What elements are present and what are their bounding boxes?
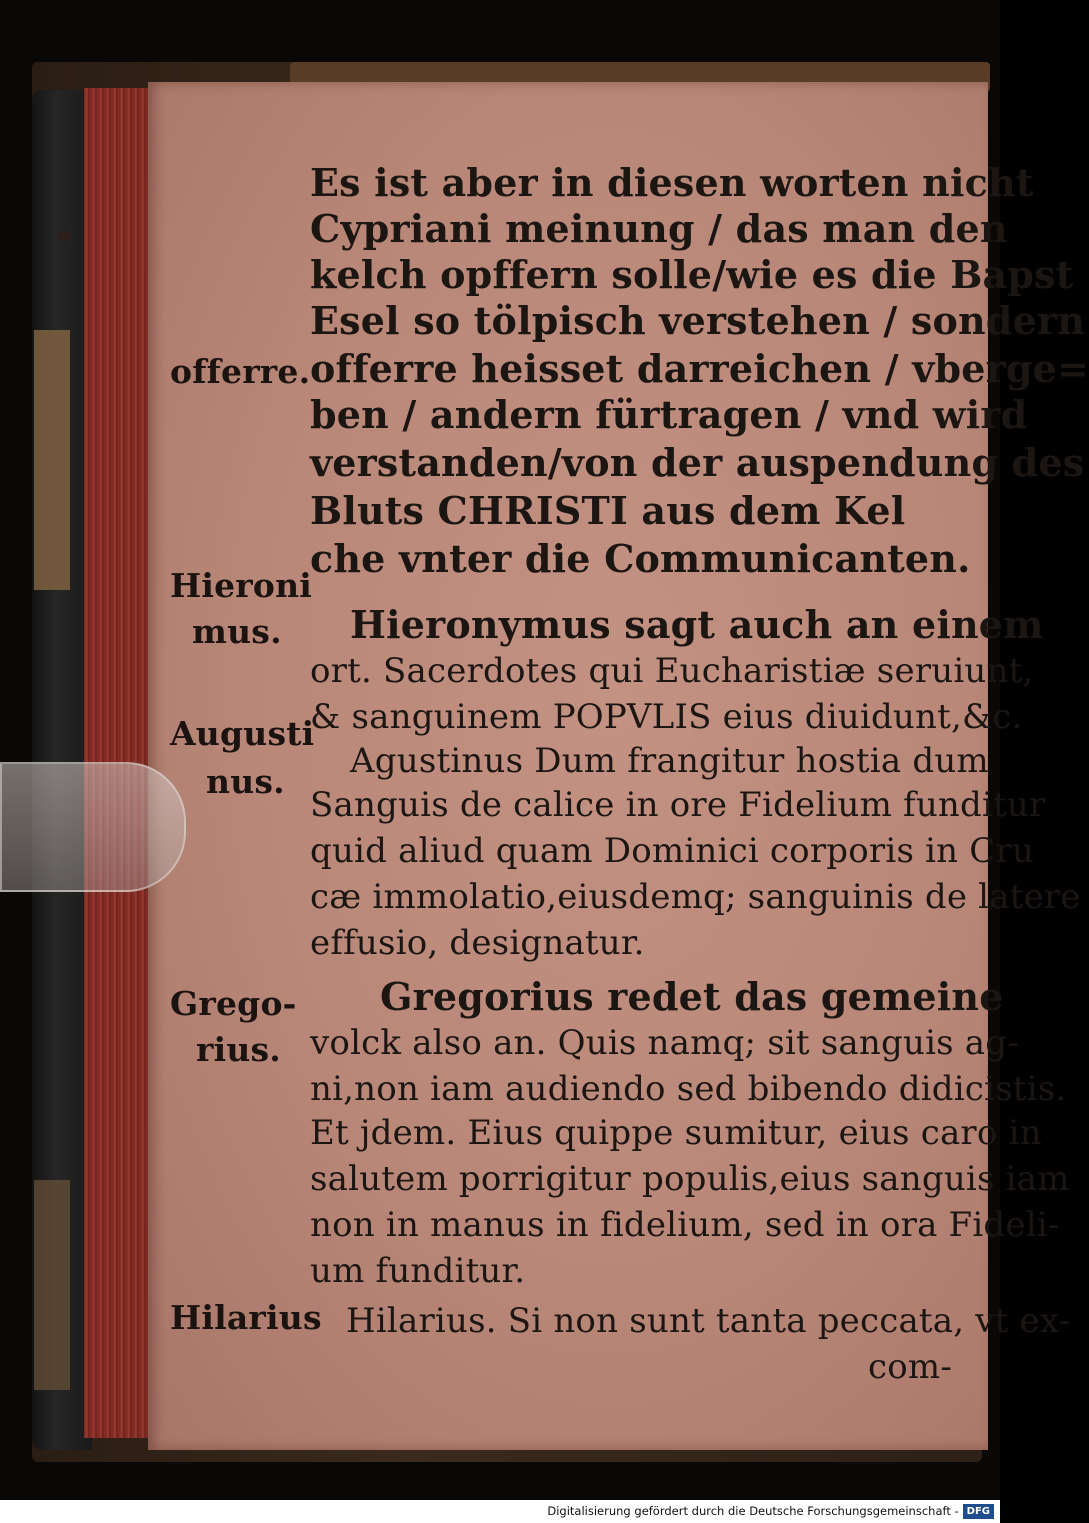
text-line-13: Agustinus Dum frangitur hostia dum (350, 741, 989, 781)
text-line-16: cæ immolatio,eiusdemq; sanguinis de latere (310, 877, 1081, 917)
text-line-1: Es ist aber in diesen worten nicht (310, 160, 1034, 205)
text-line-20: ni,non iam audiendo sed bibendo didicistis. (310, 1069, 1067, 1109)
text-line-18: Gregorius redet das gemeine (380, 974, 1004, 1019)
margin-note-mus: mus. (192, 612, 282, 651)
text-line-19: volck also an. Quis namq; sit sanguis ag- (310, 1023, 1019, 1063)
text-line-12: & sanguinem POPVLIS eius diuidunt,&c. (310, 697, 1023, 737)
spine-label-strip (34, 330, 70, 590)
text-line-23: non in manus in fidelium, sed in ora Fideli- (310, 1205, 1060, 1245)
text-line-5: offerre heisset darreichen / vberge= (310, 346, 1089, 391)
text-line-2: Cypriani meinung / das man den (310, 206, 1008, 251)
text-line-3: kelch opffern solle/wie es die Bapst (310, 252, 1074, 297)
spine-label-strip-lower (34, 1180, 70, 1390)
margin-note-grego: Grego- (170, 984, 297, 1023)
margin-note-nus: nus. (206, 762, 285, 801)
text-line-25: Hilarius. Si non sunt tanta peccata, vt ex- (346, 1301, 1071, 1341)
text-line-4: Esel so tölpisch verstehen / sondern (310, 298, 1086, 343)
margin-note-rius: rius. (196, 1030, 281, 1069)
margin-note-hilarius: Hilarius (170, 1298, 322, 1337)
dfg-logo: DFG (963, 1504, 994, 1519)
footer-credit (0, 1500, 1000, 1523)
margin-note-augusti: Augusti (170, 714, 315, 753)
credit-text: Digitalisierung gefördert durch die Deutsche Forschungsgemeinschaft - (547, 1504, 959, 1518)
text-line-14: Sanguis de calice in ore Fidelium funditur (310, 785, 1046, 825)
margin-note-hieroni: Hieroni (170, 566, 313, 605)
text-line-21: Et jdem. Eius quippe sumitur, eius caro in (310, 1113, 1042, 1153)
text-line-10: Hieronymus sagt auch an einem (350, 602, 1044, 647)
text-line-7: verstanden/von der auspendung des (310, 440, 1085, 485)
page-clip (0, 762, 186, 892)
text-line-15: quid aliud quam Dominici corporis in Cru (310, 831, 1035, 871)
text-line-9: che vnter die Communicanten. (310, 536, 971, 581)
text-line-22: salutem porrigitur populis,eius sanguis iam (310, 1159, 1070, 1199)
binding-mark (58, 230, 70, 242)
text-line-11: ort. Sacerdotes qui Eucharistiæ seruiunt, (310, 651, 1034, 691)
margin-note-offerre: offerre. (170, 352, 311, 391)
text-line-17: effusio, designatur. (310, 923, 645, 963)
text-line-24: um funditur. (310, 1251, 526, 1291)
catchword: com- (868, 1347, 953, 1387)
text-line-8: Bluts CHRISTI aus dem Kel (310, 488, 906, 533)
text-line-6: ben / andern fürtragen / vnd wird (310, 392, 1028, 437)
